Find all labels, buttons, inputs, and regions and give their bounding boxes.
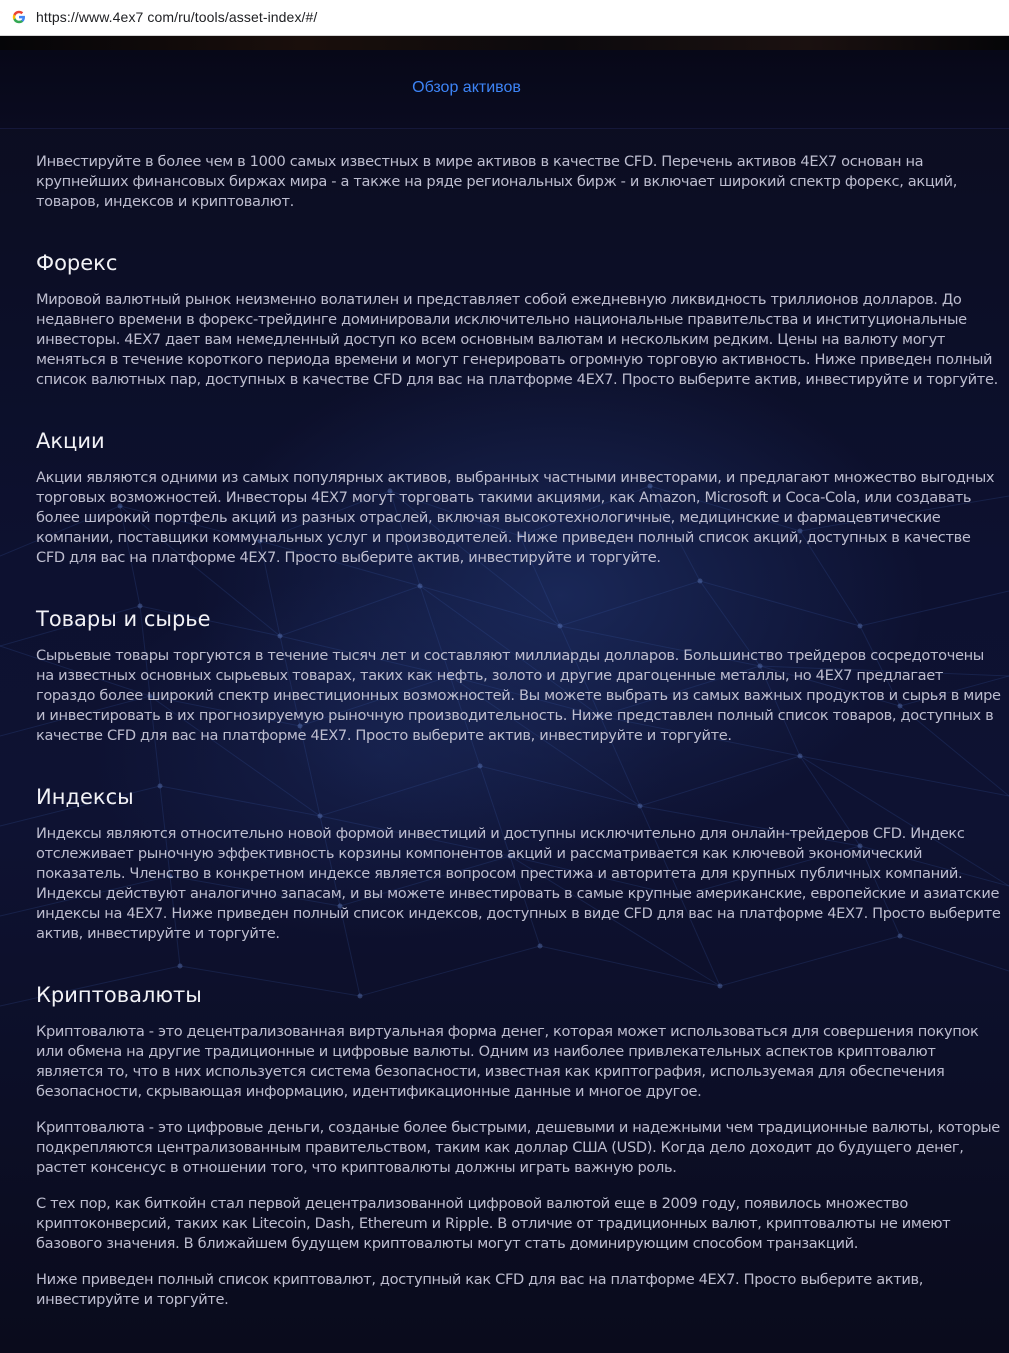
intro-paragraph: Инвестируйте в более чем в 1000 самых известных в мире активов в качестве CFD. Перечень активов 4EX7 основан на крупнейших финансовых биржах мира - а также на ряде региональных бирж - и включает широкий спектр форекс, акций, товаров, индексов и криптовалют.	[36, 153, 957, 210]
section-paragraph: Индексы являются относительно новой формой инвестиций и доступны исключительно для онлайн-трейдеров CFD. Индекс отслеживает рыночную эффективность корзины компонентов акций и рассматривается как ключевой экономический показатель. Членство в конкретном индексе является вопросом престижа и авторитета для крупных публичных компаний. Индексы действуют аналогично запасам, и вы можете инвестировать в самые крупные американские, европейские и азиатские индексы на 4EX7. Ниже приведен полный список индексов, доступных в виде CFD для вас на платформе 4EX7. Просто выберите актив, инвестируйте и торгуйте.	[36, 825, 1001, 942]
section-paragraph: Криптовалюта - это цифровые деньги, созданые более быстрыми, дешевыми и надежными чем традиционные валюты, которые подкрепляются централизованным правительством, таким как доллар США (USD). Когда дело доходит до будущего денег, растет консенсус в отношении того, что криптовалюты должны играть важную роль.	[36, 1119, 1000, 1176]
section-paragraph: С тех пор, как биткойн стал первой децентрализованной цифровой валютой еще в 2009 году, появилось множество криптоконверсий, таких как Litecoin, Dash, Ethereum и Ripple. В отличие от традиционных валют, криптовалюты не имеют базового значения. В ближайшем будущем криптовалюты могут стать доминирующим способом транзакций.	[36, 1195, 951, 1252]
page-body	[0, 36, 1009, 1353]
section-heading: Криптовалюты	[36, 983, 202, 1007]
section-stocks	[36, 427, 1002, 568]
section-heading: Форекс	[36, 251, 118, 275]
section-commodities	[36, 605, 1002, 746]
section-paragraph: Мировой валютный рынок неизменно волатилен и представляет собой ежедневную ликвидность триллионов долларов. До недавнего времени в форекс-трейдинге доминировали исключительно национальные правительства и институциональные инвесторы. 4EX7 дает вам немедленный доступ ко всем основным валютам и нескольким редким. Цены на валюту могут меняться в течение короткого периода времени и могут генерировать огромную торговую активность. Ниже приведен полный список валютных пар, доступных в качестве CFD для вас на платформе 4EX7. Просто выберите актив, инвестируйте и торгуйте.	[36, 291, 998, 388]
section-forex	[36, 249, 1002, 390]
section-indices	[36, 783, 1002, 944]
section-paragraph: Акции являются одними из самых популярных активов, выбранных частными инвесторами, и предлагают множество выгодных торговых возможностей. Инвесторы 4EX7 могут торговать такими акциями, как Amazon, Microsoft и Coca-Cola, или создавать более широкий портфель акций из разных отраслей, включая высокотехнологичные, медицинские и фармацевтические компании, поставщики коммунальных услуг и производителей. Ниже приведен полный список акций, доступных в качестве CFD для вас на платформе 4EX7. Просто выберите актив, инвестируйте и торгуйте.	[36, 469, 995, 566]
section-heading: Индексы	[36, 785, 134, 809]
top-banner-strip	[0, 36, 1009, 50]
asset-sections	[36, 249, 1002, 1310]
url-text[interactable]: https://www.4ex7 com/ru/tools/asset-index/#/	[36, 9, 318, 25]
section-heading: Акции	[36, 429, 105, 453]
google-g-icon	[12, 10, 26, 24]
section-crypto	[36, 981, 1002, 1310]
page-title[interactable]: Обзор активов	[412, 79, 521, 96]
section-paragraph: Ниже приведен полный список криптовалют, доступный как CFD для вас на платформе 4EX7. Просто выберите актив, инвестируйте и торгуйте.	[36, 1271, 924, 1308]
browser-address-bar[interactable]	[0, 0, 1009, 36]
section-paragraph: Сырьевые товары торгуются в течение тысяч лет и составляют миллиарды долларов. Большинство трейдеров сосредоточены на известных основных сырьевых товарах, таких как нефть, золото и другие драгоценные металлы, но 4EX7 предлагает гораздо более широкий спектр инвестиционных возможностей. Вы можете выбрать из самых важных продуктов и сырья в мире и инвестировать в их прогнозируемую рыночную производительность. Ниже представлен полный список товаров, доступных в качестве CFD для вас на платформе 4EX7. Просто выберите актив, инвестируйте и торгуйте.	[36, 647, 1001, 744]
section-paragraph: Криптовалюта - это децентрализованная виртуальная форма денег, которая может использоваться для совершения покупок или обмена на другие традиционные и цифровые валюты. Одним из наиболее привлекательных аспектов криптовалют является то, что в них используется система безопасности, известная как криптография, используемая для обеспечения безопасности, скрывающая информацию, идентификационные данные и многое другое.	[36, 1023, 979, 1100]
main-content	[36, 152, 1002, 1310]
section-heading: Товары и сырье	[36, 607, 211, 631]
